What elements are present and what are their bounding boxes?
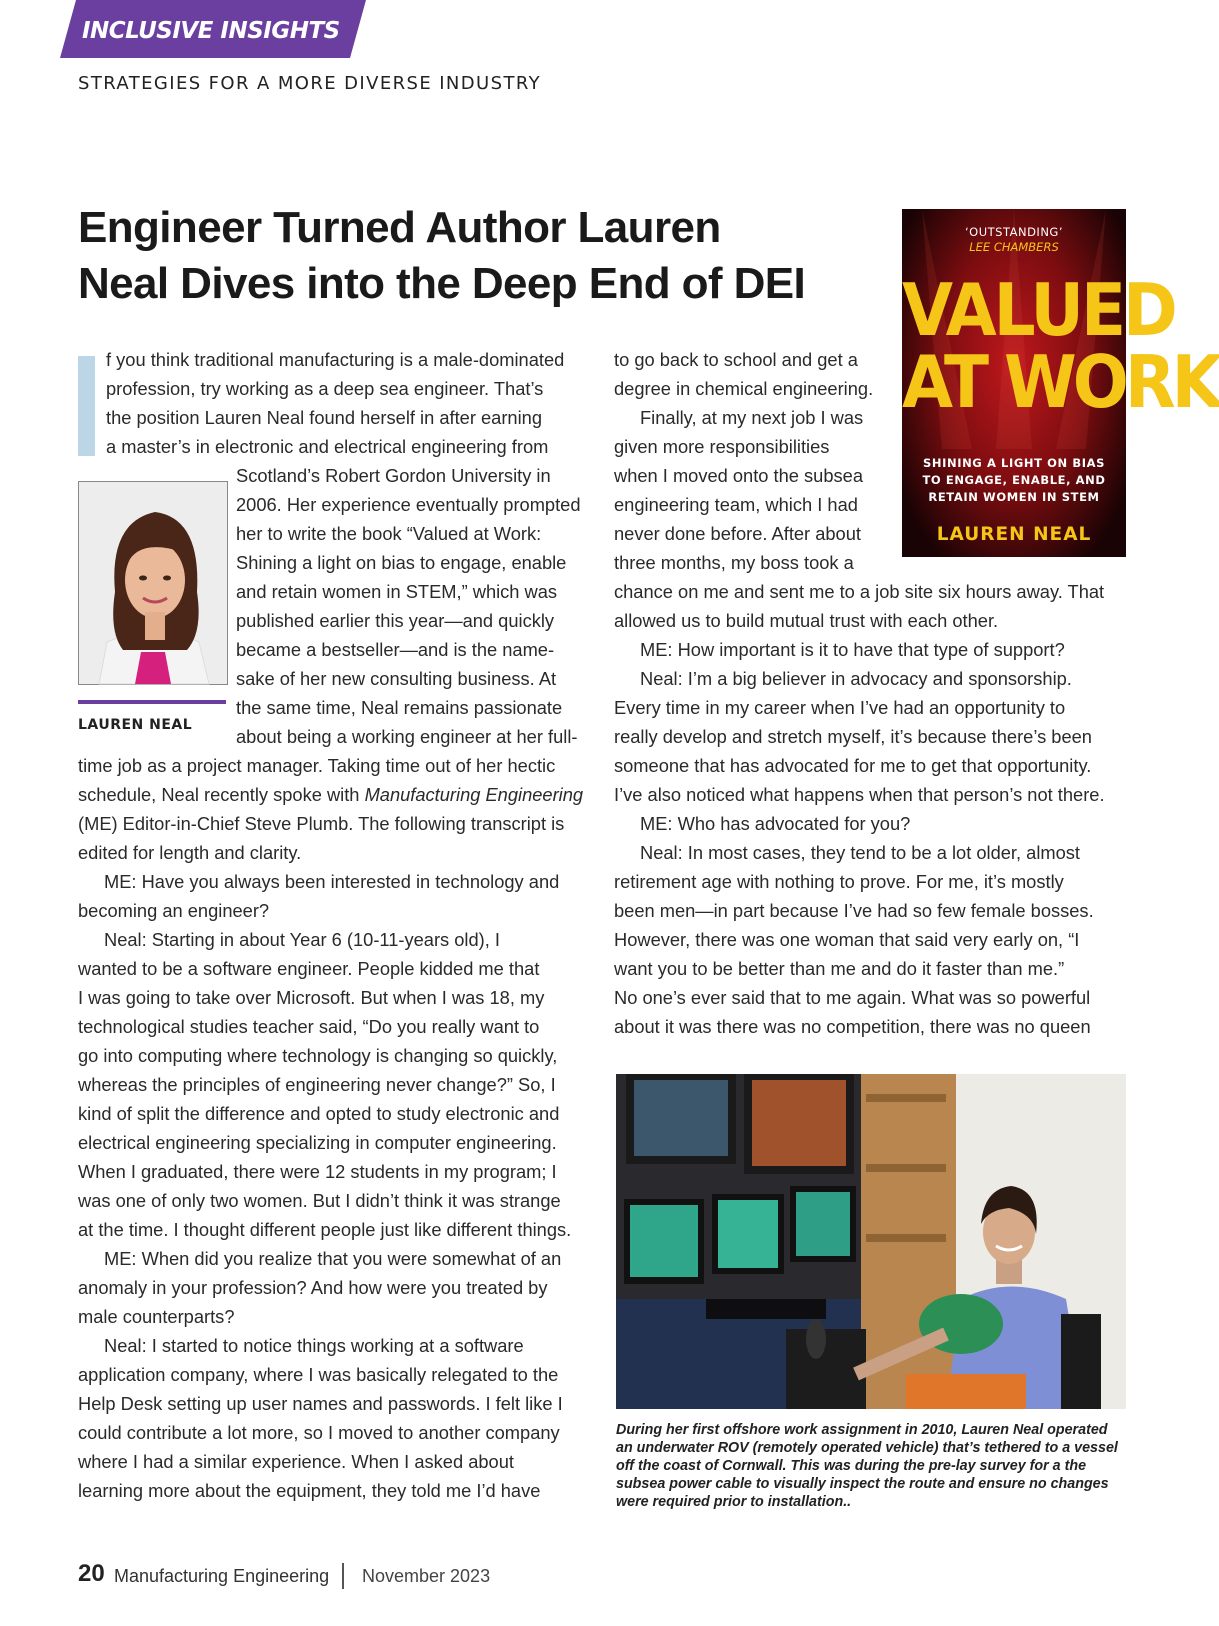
body-line: Help Desk setting up user names and passwords. I felt like I (78, 1393, 563, 1414)
body-line: the same time, Neal remains passionate (236, 697, 563, 718)
author-portrait (78, 481, 228, 685)
body-line: However, there was one woman that said very early on, “I (614, 929, 1080, 950)
body-line: f you think traditional manufacturing is a male-dominated (106, 349, 565, 370)
body-text: schedule, Neal recently spoke with (78, 784, 365, 805)
body-line: profession, try working as a deep sea engineer. That’s (106, 378, 544, 399)
body-line: kind of split the difference and opted to study electronic and (78, 1103, 560, 1124)
body-line: (ME) Editor-in-Chief Steve Plumb. The following transcript is (78, 813, 565, 834)
body-line: the position Lauren Neal found herself in after earning (106, 407, 542, 428)
body-line: about being a working engineer at her full- (236, 726, 578, 747)
body-line: a master’s in electronic and electrical engineering from (106, 436, 549, 457)
body-line: ME: Have you always been interested in technology and (104, 871, 560, 892)
book-cover (902, 209, 1219, 557)
body-line: could contribute a lot more, so I moved to another company (78, 1422, 560, 1443)
photo-caption: During her first offshore work assignment in 2010, Lauren Neal operated an underwater ROV (remotely operated vehicle) that’s tethered to a vessel off the coast of Cornwall. This was during the pre-lay survey for a the subsea power cable to visually inspect the route and ensure no changes were required prior to installation.. (616, 1422, 1118, 1510)
portrait-caption: LAUREN NEAL (78, 717, 193, 733)
page-number: 20 (78, 1560, 105, 1587)
drop-cap-bar (78, 356, 95, 456)
footer-publication: Manufacturing Engineering (114, 1566, 330, 1586)
body-line: wanted to be a software engineer. People kidded me that (78, 958, 540, 979)
body-line: given more responsibilities (614, 436, 830, 457)
body-line: whereas the principles of engineering never change?” So, I (78, 1074, 556, 1095)
body-line (78, 785, 583, 805)
body-line: engineering team, which I had (614, 494, 858, 515)
body-line: allowed us to build mutual trust with each other. (614, 610, 999, 631)
portrait-divider (78, 700, 226, 704)
body-line: and retain women in STEM,” which was (236, 581, 558, 602)
portrait-illustration (79, 482, 227, 684)
book-subtitle: SHINING A LIGHT ON BIAS TO ENGAGE, ENABLE, AND RETAIN WOMEN IN STEM (922, 456, 1106, 504)
body-line: go into computing where technology is changing so quickly, (78, 1045, 558, 1066)
body-line: becoming an engineer? (78, 900, 270, 921)
body-line: male counterparts? (78, 1306, 235, 1327)
body-line: ME: How important is it to have that type of support? (640, 639, 1065, 660)
body-line: published earlier this year—and quickly (236, 610, 555, 631)
body-line: application company, where I was basically relegated to the (78, 1364, 559, 1385)
body-line: technological studies teacher said, “Do you really want to (78, 1016, 540, 1037)
body-line: want you to be better than me and do it faster than me.” (614, 958, 1065, 979)
book-endorsement-quote: ‘OUTSTANDING’ (965, 225, 1063, 239)
rov-control-room-photo (616, 1074, 1126, 1409)
body-line: about it was there was no competition, there was no queen (614, 1016, 1091, 1037)
photo-illustration (616, 1074, 1126, 1409)
body-line: Shining a light on bias to engage, enable (236, 552, 567, 573)
body-line: Every time in my career when I’ve had an opportunity to (614, 697, 1066, 718)
body-line: ME: Who has advocated for you? (640, 813, 911, 834)
body-line: anomaly in your profession? And how were you treated by (78, 1277, 548, 1298)
body-line: Scotland’s Robert Gordon University in (236, 465, 551, 486)
body-line: Neal: In most cases, they tend to be a lot older, almost (640, 842, 1080, 863)
body-line: 2006. Her experience eventually prompted (236, 494, 581, 515)
body-line: Neal: I’m a big believer in advocacy and sponsorship. (640, 668, 1072, 689)
body-line: someone that has advocated for me to get that opportunity. (614, 755, 1092, 776)
section-banner-label: INCLUSIVE INSIGHTS (82, 18, 340, 44)
publication-name: Manufacturing Engineering (364, 784, 584, 805)
book-endorser: LEE CHAMBERS (969, 240, 1059, 254)
body-line: edited for length and clarity. (78, 842, 302, 863)
footer-divider (342, 1563, 344, 1589)
body-line: learning more about the equipment, they told me I’d have (78, 1480, 541, 1501)
body-line: her to write the book “Valued at Work: (236, 523, 542, 544)
article-headline: Engineer Turned Author Lauren Neal Dives into the Deep End of DEI (78, 203, 806, 308)
body-line: I was going to take over Microsoft. But when I was 18, my (78, 987, 545, 1008)
body-line: ME: When did you realize that you were somewhat of an (104, 1248, 562, 1269)
body-line: Neal: Starting in about Year 6 (10-11-years old), I (104, 929, 500, 950)
body-line: retirement age with nothing to prove. For me, it’s mostly (614, 871, 1064, 892)
body-line: when I moved onto the subsea (614, 465, 863, 486)
body-line: been men—in part because I’ve had so few female bosses. (614, 900, 1094, 921)
section-subtitle: STRATEGIES FOR A MORE DIVERSE INDUSTRY (78, 73, 542, 94)
body-line: where I had a similar experience. When I asked about (78, 1451, 514, 1472)
body-line: electrical engineering specializing in computer engineering. (78, 1132, 557, 1153)
body-line: to go back to school and get a (614, 349, 858, 370)
body-line: time job as a project manager. Taking time out of her hectic (78, 755, 556, 776)
body-line: really develop and stretch myself, it’s because there’s been (614, 726, 1092, 747)
body-line: Neal: I started to notice things working at a software (104, 1335, 524, 1356)
body-line: No one’s ever said that to me again. What was so powerful (614, 987, 1091, 1008)
book-author: LAUREN NEAL (936, 524, 1092, 545)
book-title-line1: VALUED (902, 268, 1175, 353)
footer-date: November 2023 (362, 1566, 491, 1586)
body-line: sake of her new consulting business. At (236, 668, 557, 689)
body-line: at the time. I thought different people just like different things. (78, 1219, 572, 1240)
body-line: Finally, at my next job I was (640, 407, 864, 428)
body-line: was one of only two women. But I didn’t think it was strange (78, 1190, 561, 1211)
body-line: never done before. After about (614, 523, 861, 544)
body-line: When I graduated, there were 12 students in my program; I (78, 1161, 557, 1182)
body-line: I’ve also noticed what happens when that person’s not there. (614, 784, 1105, 805)
body-line: three months, my boss took a (614, 552, 854, 573)
book-title-line2: AT WORK (902, 340, 1219, 425)
body-line: chance on me and sent me to a job site six hours away. That (614, 581, 1105, 602)
body-line: became a bestseller—and is the name- (236, 639, 555, 660)
body-line: degree in chemical engineering. (614, 378, 874, 399)
